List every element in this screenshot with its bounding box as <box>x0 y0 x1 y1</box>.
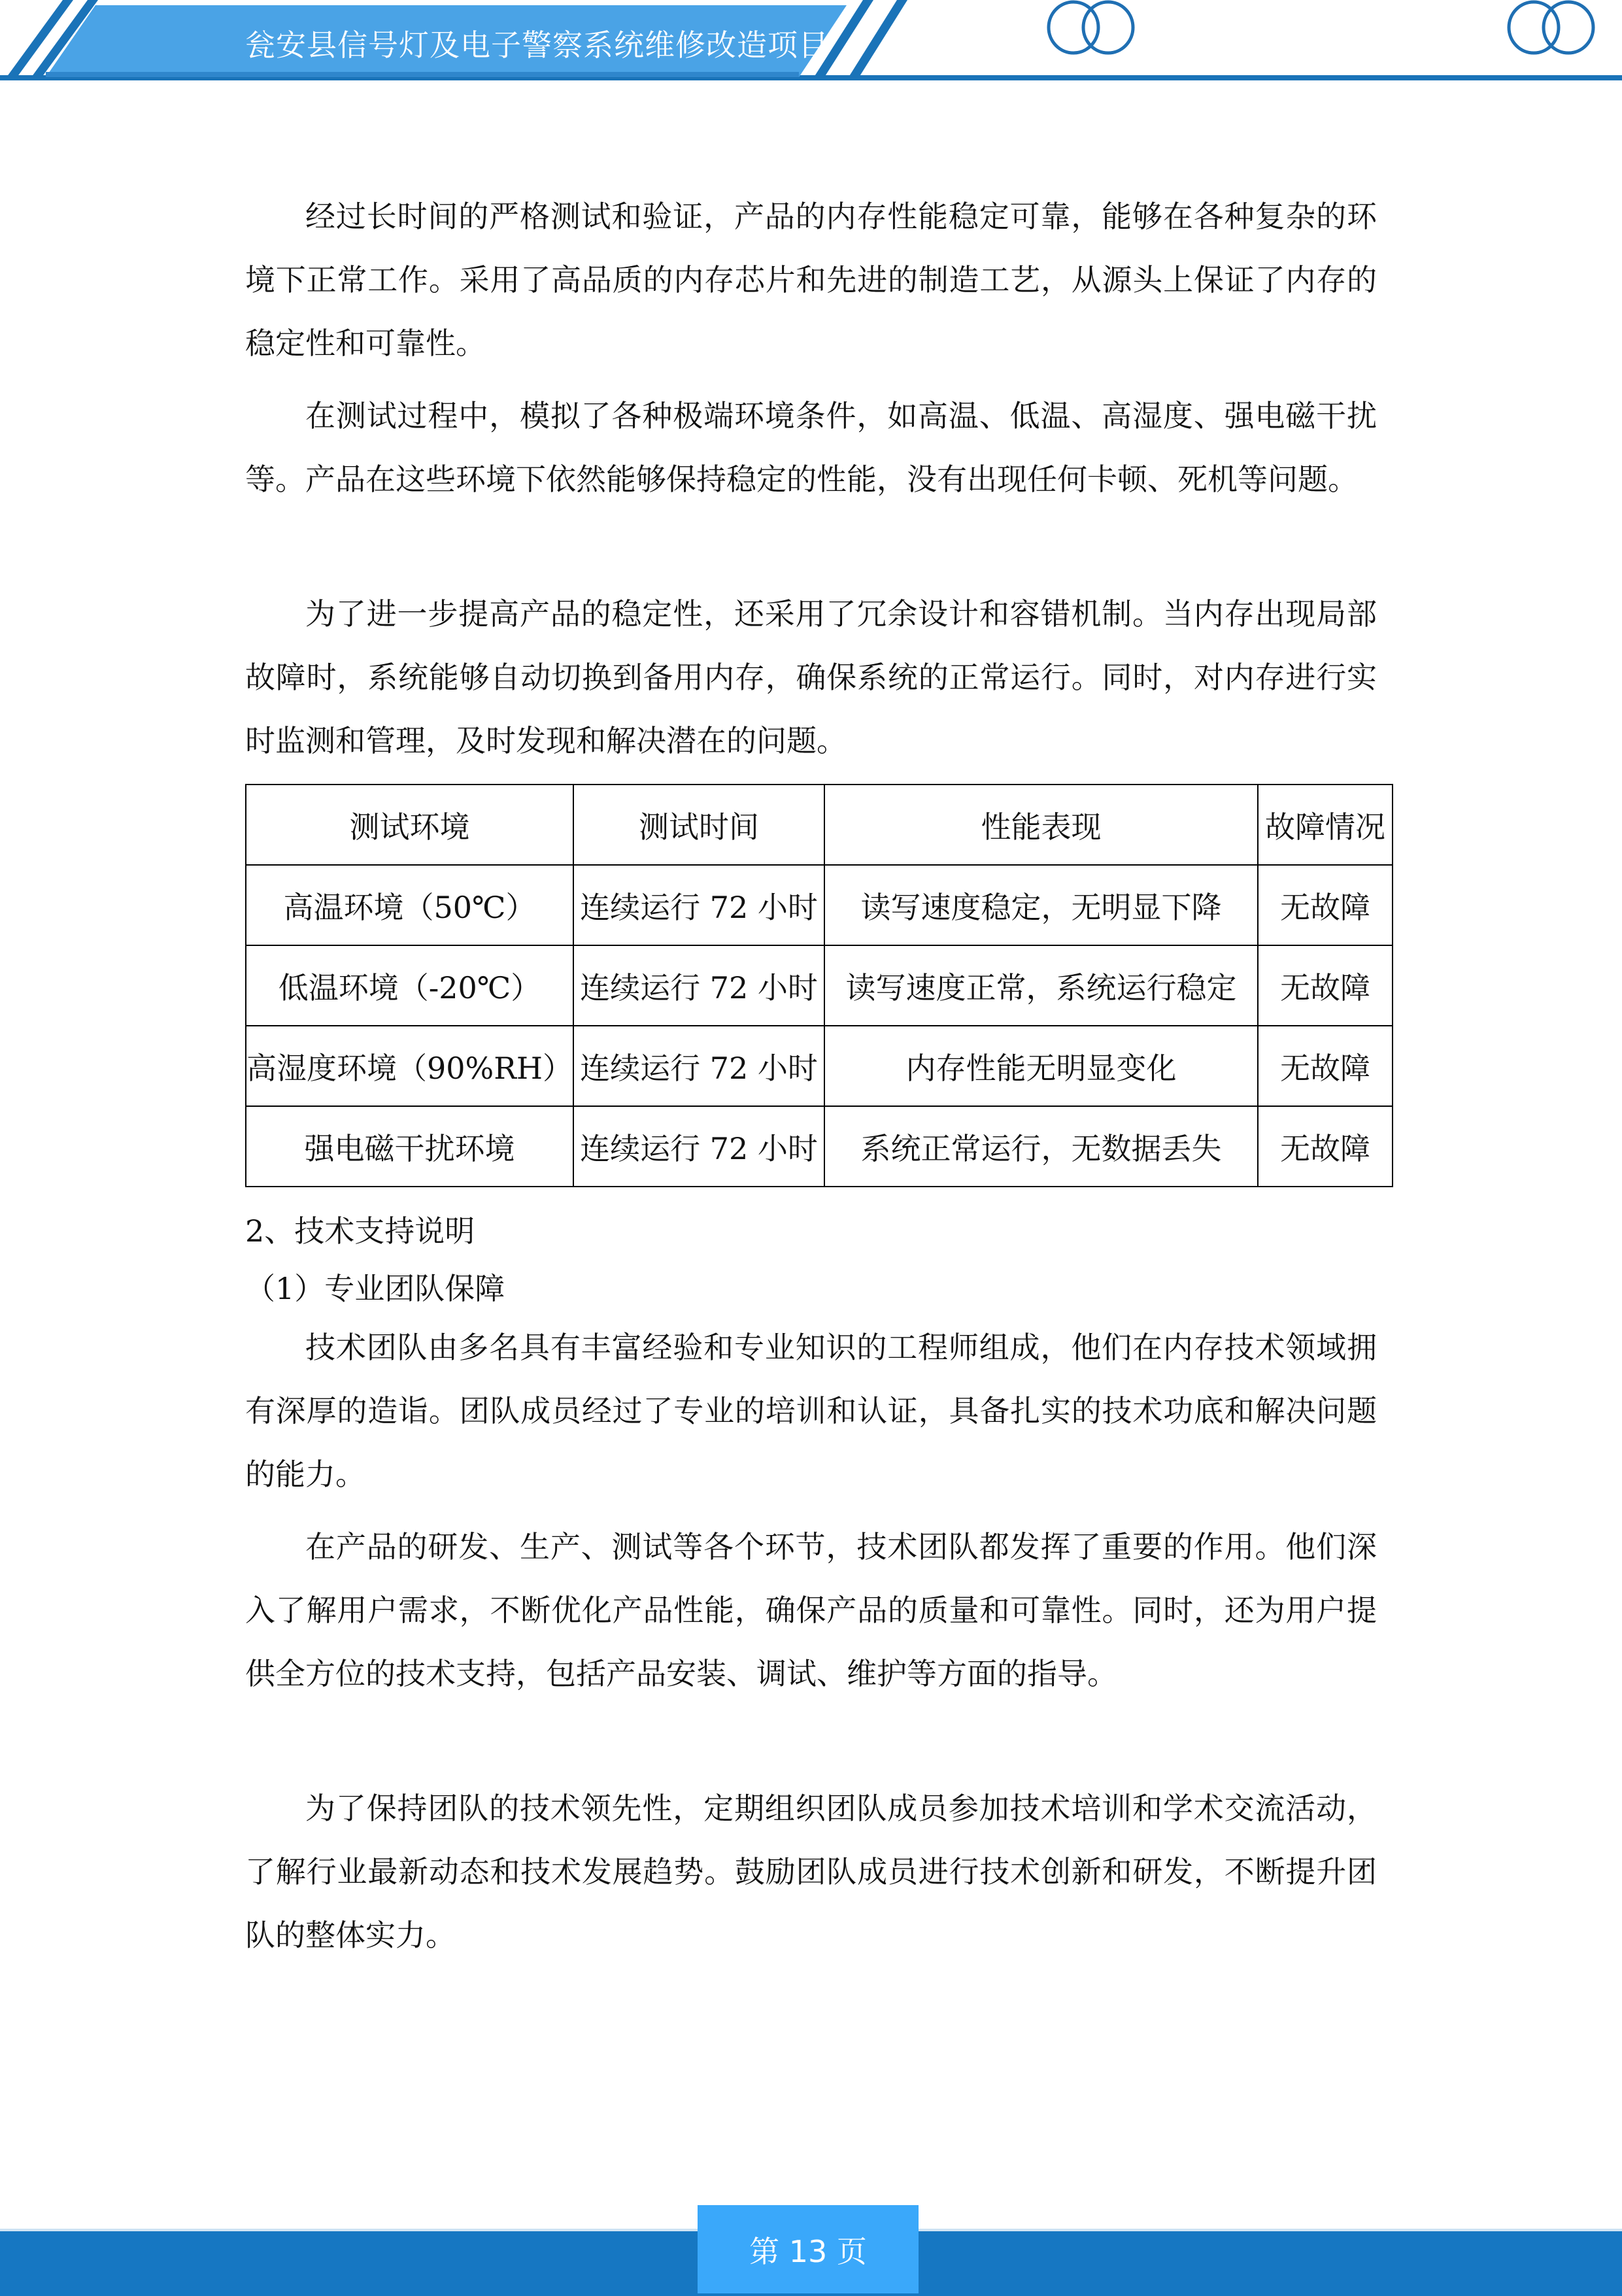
column-header: 故障情况 <box>1258 785 1393 865</box>
table-cell: 连续运行 72 小时 <box>573 1026 824 1106</box>
table-cell: 无故障 <box>1258 1106 1393 1187</box>
table-cell: 高温环境（50℃） <box>246 865 573 945</box>
table-row <box>246 1026 1393 1106</box>
column-header: 测试环境 <box>246 785 573 865</box>
table-cell: 无故障 <box>1258 865 1393 945</box>
table-cell: 低温环境（-20℃） <box>246 945 573 1026</box>
body-paragraph: 经过长时间的严格测试和验证，产品的内存性能稳定可靠，能够在各种复杂的环境下正常工作。采用了高品质的内存芯片和先进的制造工艺，从源头上保证了内存的稳定性和可靠性。 <box>245 199 1377 361</box>
body-paragraph: 在产品的研发、生产、测试等各个环节，技术团队都发挥了重要的作用。他们深入了解用户需求，不断优化产品性能，确保产品的质量和可靠性。同时，还为用户提供全方位的技术支持，包括产品安装、调试、维护等方面的指导。 <box>245 1529 1377 1691</box>
table-cell: 无故障 <box>1258 1026 1393 1106</box>
page-number-tab <box>698 2205 919 2293</box>
table-cell: 系统正常运行，无数据丢失 <box>824 1106 1258 1187</box>
double-ring-logo-icon <box>1493 0 1611 55</box>
table-cell: 高湿度环境（90%RH） <box>246 1026 573 1106</box>
table-cell: 无故障 <box>1258 945 1393 1026</box>
table-cell: 强电磁干扰环境 <box>246 1106 573 1187</box>
table-cell: 连续运行 72 小时 <box>573 1106 824 1187</box>
subsection-heading: （1）专业团队保障 <box>245 1271 505 1306</box>
table-header-row <box>246 785 1393 865</box>
table-row <box>246 865 1393 945</box>
page-number: 第 13 页 <box>749 2233 867 2269</box>
table-cell: 读写速度稳定，无明显下降 <box>824 865 1258 945</box>
table-cell: 读写速度正常，系统运行稳定 <box>824 945 1258 1026</box>
test-results-table <box>245 784 1393 1187</box>
table-row <box>246 945 1393 1026</box>
section-heading: 2、技术支持说明 <box>245 1213 475 1249</box>
double-ring-logo-icon <box>1033 0 1151 55</box>
document-title: 瓮安县信号灯及电子警察系统维修改造项目 <box>245 27 829 63</box>
table-cell: 内存性能无明显变化 <box>824 1026 1258 1106</box>
body-paragraph: 在测试过程中，模拟了各种极端环境条件，如高温、低温、高湿度、强电磁干扰等。产品在这些环境下依然能够保持稳定的性能，没有出现任何卡顿、死机等问题。 <box>245 398 1377 497</box>
body-paragraph: 技术团队由多名具有丰富经验和专业知识的工程师组成，他们在内存技术领域拥有深厚的造诣。团队成员经过了专业的培训和认证，具备扎实的技术功底和解决问题的能力。 <box>245 1330 1377 1492</box>
table-cell: 连续运行 72 小时 <box>573 865 824 945</box>
column-header: 性能表现 <box>824 785 1258 865</box>
body-paragraph: 为了保持团队的技术领先性，定期组织团队成员参加技术培训和学术交流活动，了解行业最新动态和技术发展趋势。鼓励团队成员进行技术创新和研发，不断提升团队的整体实力。 <box>245 1791 1377 1953</box>
column-header: 测试时间 <box>573 785 824 865</box>
table-cell: 连续运行 72 小时 <box>573 945 824 1026</box>
table-row <box>246 1106 1393 1187</box>
body-paragraph: 为了进一步提高产品的稳定性，还采用了冗余设计和容错机制。当内存出现局部故障时，系统能够自动切换到备用内存，确保系统的正常运行。同时，对内存进行实时监测和管理，及时发现和解决潜在的问题。 <box>245 596 1377 758</box>
page-header <box>0 0 1622 85</box>
